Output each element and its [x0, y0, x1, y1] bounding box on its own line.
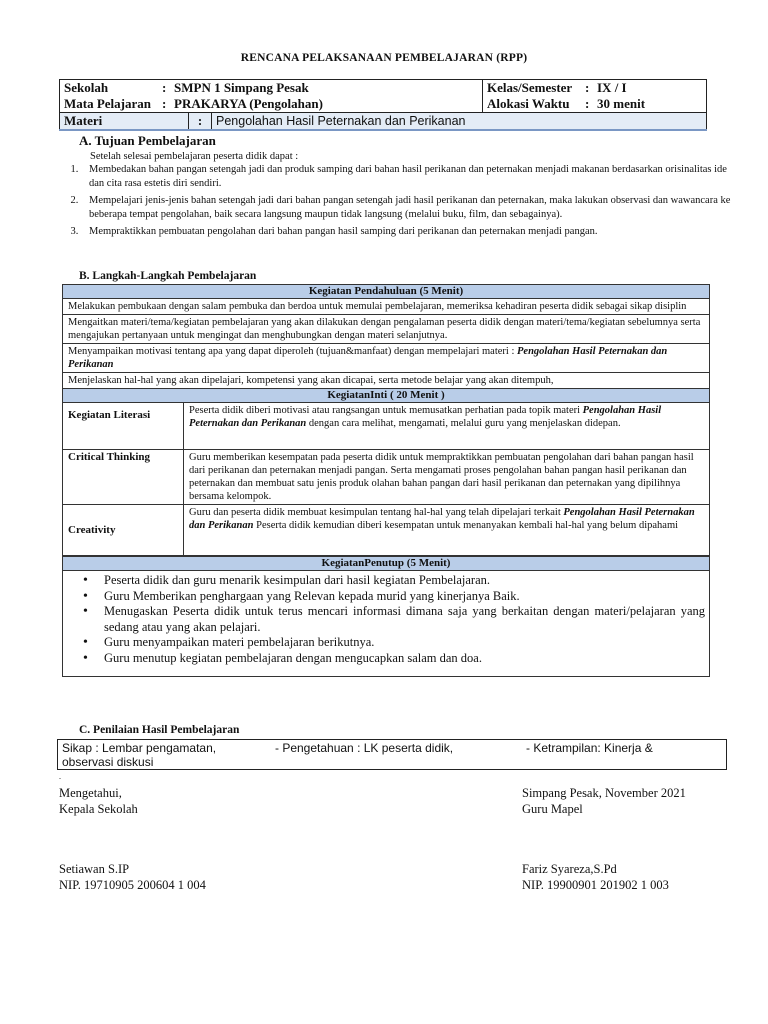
signature-left-header	[59, 785, 138, 817]
mapel-label: Mata Pelajaran	[64, 96, 152, 111]
materi-value: Pengolahan Hasil Peternakan dan Perikanan	[212, 113, 707, 129]
penilaian-box	[57, 739, 727, 770]
materi-label: Materi	[60, 113, 189, 129]
kepala-name: Setiawan S.IP	[59, 862, 130, 876]
penutup-item: • Guru menyampaikan materi pembelajaran berikutnya.	[91, 635, 705, 651]
literasi-text-part: Peserta didik diberi motivasi atau rangsangan untuk memusatkan perhatian pada topik materi	[189, 405, 583, 416]
penutup-cell	[63, 571, 710, 677]
pendahuluan-header-row	[63, 285, 710, 299]
steps-table	[62, 284, 710, 677]
pendahuluan-row-1: Melakukan pembukaan dengan salam pembuka dan berdoa untuk memulai pembelajaran, memeriksa kehadiran peserta didik sebagai sikap disiplin	[63, 299, 710, 315]
inti-title: KegiatanInti ( 20 Menit )	[63, 389, 710, 403]
critical-row	[63, 450, 710, 505]
header-table	[59, 79, 707, 131]
tujuan-item: 3. Mempraktikkan pembuatan pengolahan dari bahan pangan hasil samping dari perikanan dan peternakan menjadi pangan.	[81, 225, 731, 239]
pendahuluan-row	[63, 299, 710, 315]
critical-text: Guru memberikan kesempatan pada peserta didik untuk mempraktikkan pembuatan pengolahan dari bahan pangan hasil dari perikanan dan peternakan menjadi pangan. Serta mengamati proses pengolahan bahan pangan hasil perikanan dan peternakan dan membuat satu jenis produk olahan bahan pangan dari hasil perikanan dan peternakan yang dipilihnya bersama kelompok.	[184, 450, 710, 505]
guru-nip: NIP. 19900901 201902 1 003	[522, 878, 669, 892]
kelas-colon: :	[585, 80, 590, 95]
literasi-text-part: dengan cara melihat, mengamati, melalui guru yang menjelaskan didepan.	[306, 418, 621, 429]
pendahuluan-row-2: Mengaitkan materi/tema/kegiatan pembelajaran yang akan dilakukan dengan pengalaman peserta didik dengan materi/tema/kegiatan sebelumnya serta mengajukan pertanyaan untuk mengingat dan menghubungkan dengan materi selanjutnya.	[63, 315, 710, 344]
pendahuluan-row-4: Menjelaskan hal-hal yang akan dipelajari, kompetensi yang akan dicapai, serta metode belajar yang akan ditempuh,	[63, 373, 710, 389]
pendahuluan-row-3	[63, 344, 710, 373]
pendahuluan-title: Kegiatan Pendahuluan (5 Menit)	[63, 285, 710, 299]
penutup-item: • Guru menutup kegiatan pembelajaran dengan mengucapkan salam dan doa.	[91, 651, 705, 667]
kelas-cell	[483, 80, 707, 113]
place-date-text: Simpang Pesak, November 2021	[522, 786, 686, 800]
kepala-sekolah-text: Kepala Sekolah	[59, 802, 138, 816]
creativity-emph: Pengolahan Hasil Peternakan dan Perikanan	[189, 507, 695, 531]
penilaian-keterampilan: - Ketrampilan: Kinerja &	[526, 741, 653, 755]
penutup-list	[83, 573, 705, 666]
stray-mark: .	[59, 772, 61, 781]
signature-right-name	[522, 861, 669, 893]
kelas-value: IX / I	[597, 80, 627, 95]
section-b-heading: B. Langkah-Langkah Pembelajaran	[79, 270, 257, 282]
penutup-item: • Guru Memberikan penghargaan yang Relevan kepada murid yang kinerjanya Baik.	[91, 589, 705, 605]
literasi-text	[184, 403, 710, 450]
motivasi-emph: Pengolahan Hasil Peternakan dan Perikanan	[68, 346, 668, 370]
tujuan-list	[59, 163, 731, 242]
tujuan-item: 2. Mempelajari jenis-jenis bahan setengah jadi dari bahan pangan setengah jadi hasil perikanan dan peternakan, maka lakukan observasi dan wawancara ke beberapa tempat pengolahan, baik secara langsung maupun tidak langsung (melalui buku, film, dan sebagainya).	[81, 194, 731, 222]
tujuan-item: 1. Membedakan bahan pangan setengah jadi dan produk samping dari bahan hasil perikanan dan peternakan menjadi makanan berdasarkan orisinalitas ide dan cita rasa estetis diri sendiri.	[81, 163, 731, 191]
creativity-text-part: Guru dan peserta didik membuat kesimpulan tentang hal-hal yang telah dipelajari terkait	[189, 507, 564, 518]
literasi-row	[63, 403, 710, 450]
materi-cell	[60, 113, 707, 131]
pendahuluan-row	[63, 344, 710, 373]
penilaian-sikap: Sikap : Lembar pengamatan,	[62, 741, 217, 755]
section-a-intro: Setelah selesai pembelajaran peserta didik dapat :	[90, 151, 299, 162]
guru-mapel-text: Guru Mapel	[522, 802, 583, 816]
penutup-item: • Peserta didik dan guru menarik kesimpulan dari hasil kegiatan Pembelajaran.	[91, 573, 705, 589]
signature-left-name	[59, 861, 206, 893]
kepala-nip: NIP. 19710905 200604 1 004	[59, 878, 206, 892]
penutup-row	[63, 571, 710, 677]
creativity-text	[184, 505, 710, 557]
signature-right-header	[522, 785, 686, 817]
guru-name: Fariz Syareza,S.Pd	[522, 862, 617, 876]
literasi-label: Kegiatan Literasi	[63, 403, 184, 450]
penilaian-pengetahuan: - Pengetahuan : LK peserta didik,	[275, 741, 454, 755]
document-title: RENCANA PELAKSANAAN PEMBELAJARAN (RPP)	[240, 52, 528, 64]
pendahuluan-row	[63, 373, 710, 389]
literasi-emph: Pengolahan Hasil Peternakan dan Perikanan	[189, 405, 662, 429]
section-a-heading: A. Tujuan Pembelajaran	[79, 133, 216, 148]
materi-inner	[60, 113, 706, 129]
creativity-text-part: Peserta didik kemudian diberi kesempatan untuk menanyakan kembali hal-hal yang belum dipahami	[253, 520, 679, 531]
mengetahui-text: Mengetahui,	[59, 786, 122, 800]
penutup-title: KegiatanPenutup (5 Menit)	[63, 556, 710, 571]
creativity-row	[63, 505, 710, 557]
penutup-item: • Menugaskan Peserta didik untuk terus mencari informasi dimana saja yang berkaitan dengan materi/pelajaran yang sedang atau yang akan pelajari.	[91, 604, 705, 635]
sekolah-colon: :	[162, 80, 167, 95]
header-row-1	[60, 80, 707, 113]
critical-label: Critical Thinking	[63, 450, 184, 505]
creativity-label: Creativity	[63, 505, 184, 557]
section-c-heading: C. Penilaian Hasil Pembelajaran	[79, 724, 240, 736]
inti-header-row	[63, 389, 710, 403]
sekolah-label: Sekolah	[64, 80, 109, 95]
sekolah-value: SMPN 1 Simpang Pesak	[174, 80, 309, 95]
waktu-value: 30 menit	[597, 96, 646, 111]
waktu-colon: :	[585, 96, 590, 111]
motivasi-text: Menyampaikan motivasi tentang apa yang dapat diperoleh (tujuan&manfaat) dengan mempelajari materi :	[68, 346, 518, 357]
pendahuluan-row	[63, 315, 710, 344]
kelas-label: Kelas/Semester	[487, 80, 573, 95]
waktu-label: Alokasi Waktu	[487, 96, 570, 111]
mapel-colon: :	[162, 96, 167, 111]
sekolah-cell	[60, 80, 483, 113]
materi-colon: :	[189, 113, 212, 129]
materi-row	[60, 113, 707, 131]
mapel-value: PRAKARYA (Pengolahan)	[174, 96, 323, 111]
penilaian-line2: observasi diskusi	[62, 755, 154, 769]
penutup-header-row	[63, 556, 710, 571]
